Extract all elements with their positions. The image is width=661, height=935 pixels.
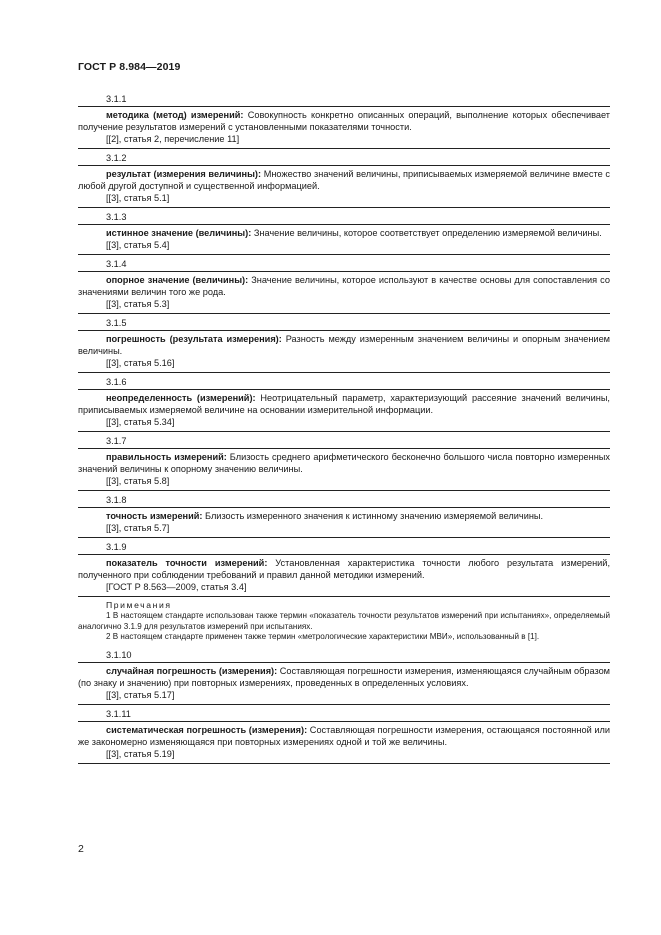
term-entry [78,165,610,208]
term-number: 3.1.9 [106,542,127,552]
term-name: точность измерений: [106,511,203,521]
definition-text: Совокупность конкретно описанных операций, выполнение которых обеспечивает получение результатов измерений с установленными показателями точности. [78,110,610,132]
term-number: 3.1.5 [106,318,127,328]
term-definition [78,274,610,298]
term-name: результат (измерения величины): [106,169,262,179]
definition-text: Разность между измеренным значением величины и опорным значением величины. [78,334,610,356]
term-entry [78,224,610,255]
term-number: 3.1.8 [106,495,127,505]
definition-text: Установленная характеристика точности любого результата измерений, полученного при соблюдении требований и правил данной методики измерений. [78,558,610,580]
term-definition [78,557,610,581]
term-definition [78,392,610,416]
term-source: [[3], статья 5.34] [106,417,175,427]
term-definition [78,510,610,522]
term-source: [[3], статья 5.17] [106,689,175,700]
term-number: 3.1.7 [106,436,127,446]
term-source: [[2], статья 2, перечисление 11] [106,134,240,144]
definition-text: Составляющая погрешности измерения, изменяющаяся случайным образом (по знаку и значению) при повторных измерениях, проведенных в определенных условиях. [78,665,611,688]
definition-text: Множество значений величины, приписываемых измеряемой величине вместе с любой другой доступной и существенной информацией. [78,169,610,191]
term-number: 3.1.3 [106,212,127,222]
term-entry [78,507,610,538]
term-name: погрешность (результата измерения): [106,334,282,344]
term-definition [78,227,610,239]
notes-block [78,600,610,643]
term-definition [78,333,610,357]
page-number: 2 [78,843,84,855]
term-definition [78,168,610,192]
term-number: 3.1.11 [106,708,131,719]
term-number: 3.1.1 [106,94,127,104]
term-source: [[3], статья 5.16] [106,358,175,368]
term-source: [[3], статья 5.3] [106,299,170,309]
term-name: систематическая погрешность (измерения): [106,724,308,735]
term-entry [78,106,610,149]
term-name: показатель точности измерений: [106,558,268,568]
term-entry [78,389,610,432]
definition-text: Значение величины, которое соответствует определению измеряемой величины. [251,228,602,238]
term-definition [78,665,610,689]
term-name: случайная погрешность (измерения): [106,665,278,676]
term-definition [78,109,610,133]
definition-text: Составляющая погрешности измерения, остающаяся постоянной или же закономерно изменяющаяся при повторных измерениях одной и той же величины. [78,724,610,747]
document-header: ГОСТ Р 8.984—2019 [78,61,181,73]
term-source: [[3], статья 5.19] [106,748,175,759]
term-name: правильность измерений: [106,452,227,462]
term-source: [[3], статья 5.8] [106,476,170,486]
terms-section [78,93,610,767]
definition-text: Близость измеренного значения к истинному значению измеряемой величины. [202,511,544,521]
note-item: 2 В настоящем стандарте применен также термин «метрологические характеристики МВИ», использованный в [1]. [106,632,540,641]
term-source: [ГОСТ Р 8.563—2009, статья 3.4] [106,582,247,592]
note-item: 1 В настоящем стандарте использован также термин «показатель точности результатов измерений при испытаниях», определяемый аналогично 3.1.9 для результатов измерений при испытаниях. [78,611,610,631]
term-entry [78,662,610,705]
definition-text: Близость среднего арифметического бесконечно большого числа повторно измеренных значений величины к опорному значению величины. [78,452,611,474]
term-name: опорное значение (величины): [106,275,249,285]
definition-text: Неотрицательный параметр, характеризующий рассеяние значений величины, приписываемых измеряемой величине на основании измерительной информации. [78,393,610,415]
term-definition [78,451,610,475]
term-entry [78,271,610,314]
definition-text: Значение величины, которое используют в качестве основы для сопоставления со значениями величин того же рода. [78,275,610,297]
term-definition [78,724,610,748]
term-entry [78,554,610,597]
term-name: истинное значение (величины): [106,228,252,238]
term-source: [[3], статья 5.7] [106,523,170,533]
term-number: 3.1.4 [106,259,127,269]
term-number: 3.1.6 [106,377,127,387]
term-entry [78,330,610,373]
term-source: [[3], статья 5.1] [106,193,170,203]
term-entry [78,448,610,491]
term-number: 3.1.10 [106,649,132,660]
term-entry [78,721,610,764]
term-name: методика (метод) измерений: [106,110,244,120]
term-source: [[3], статья 5.4] [106,240,170,250]
notes-title: Примечания [106,600,172,610]
term-number: 3.1.2 [106,153,127,163]
term-name: неопределенность (измерений): [106,393,256,403]
